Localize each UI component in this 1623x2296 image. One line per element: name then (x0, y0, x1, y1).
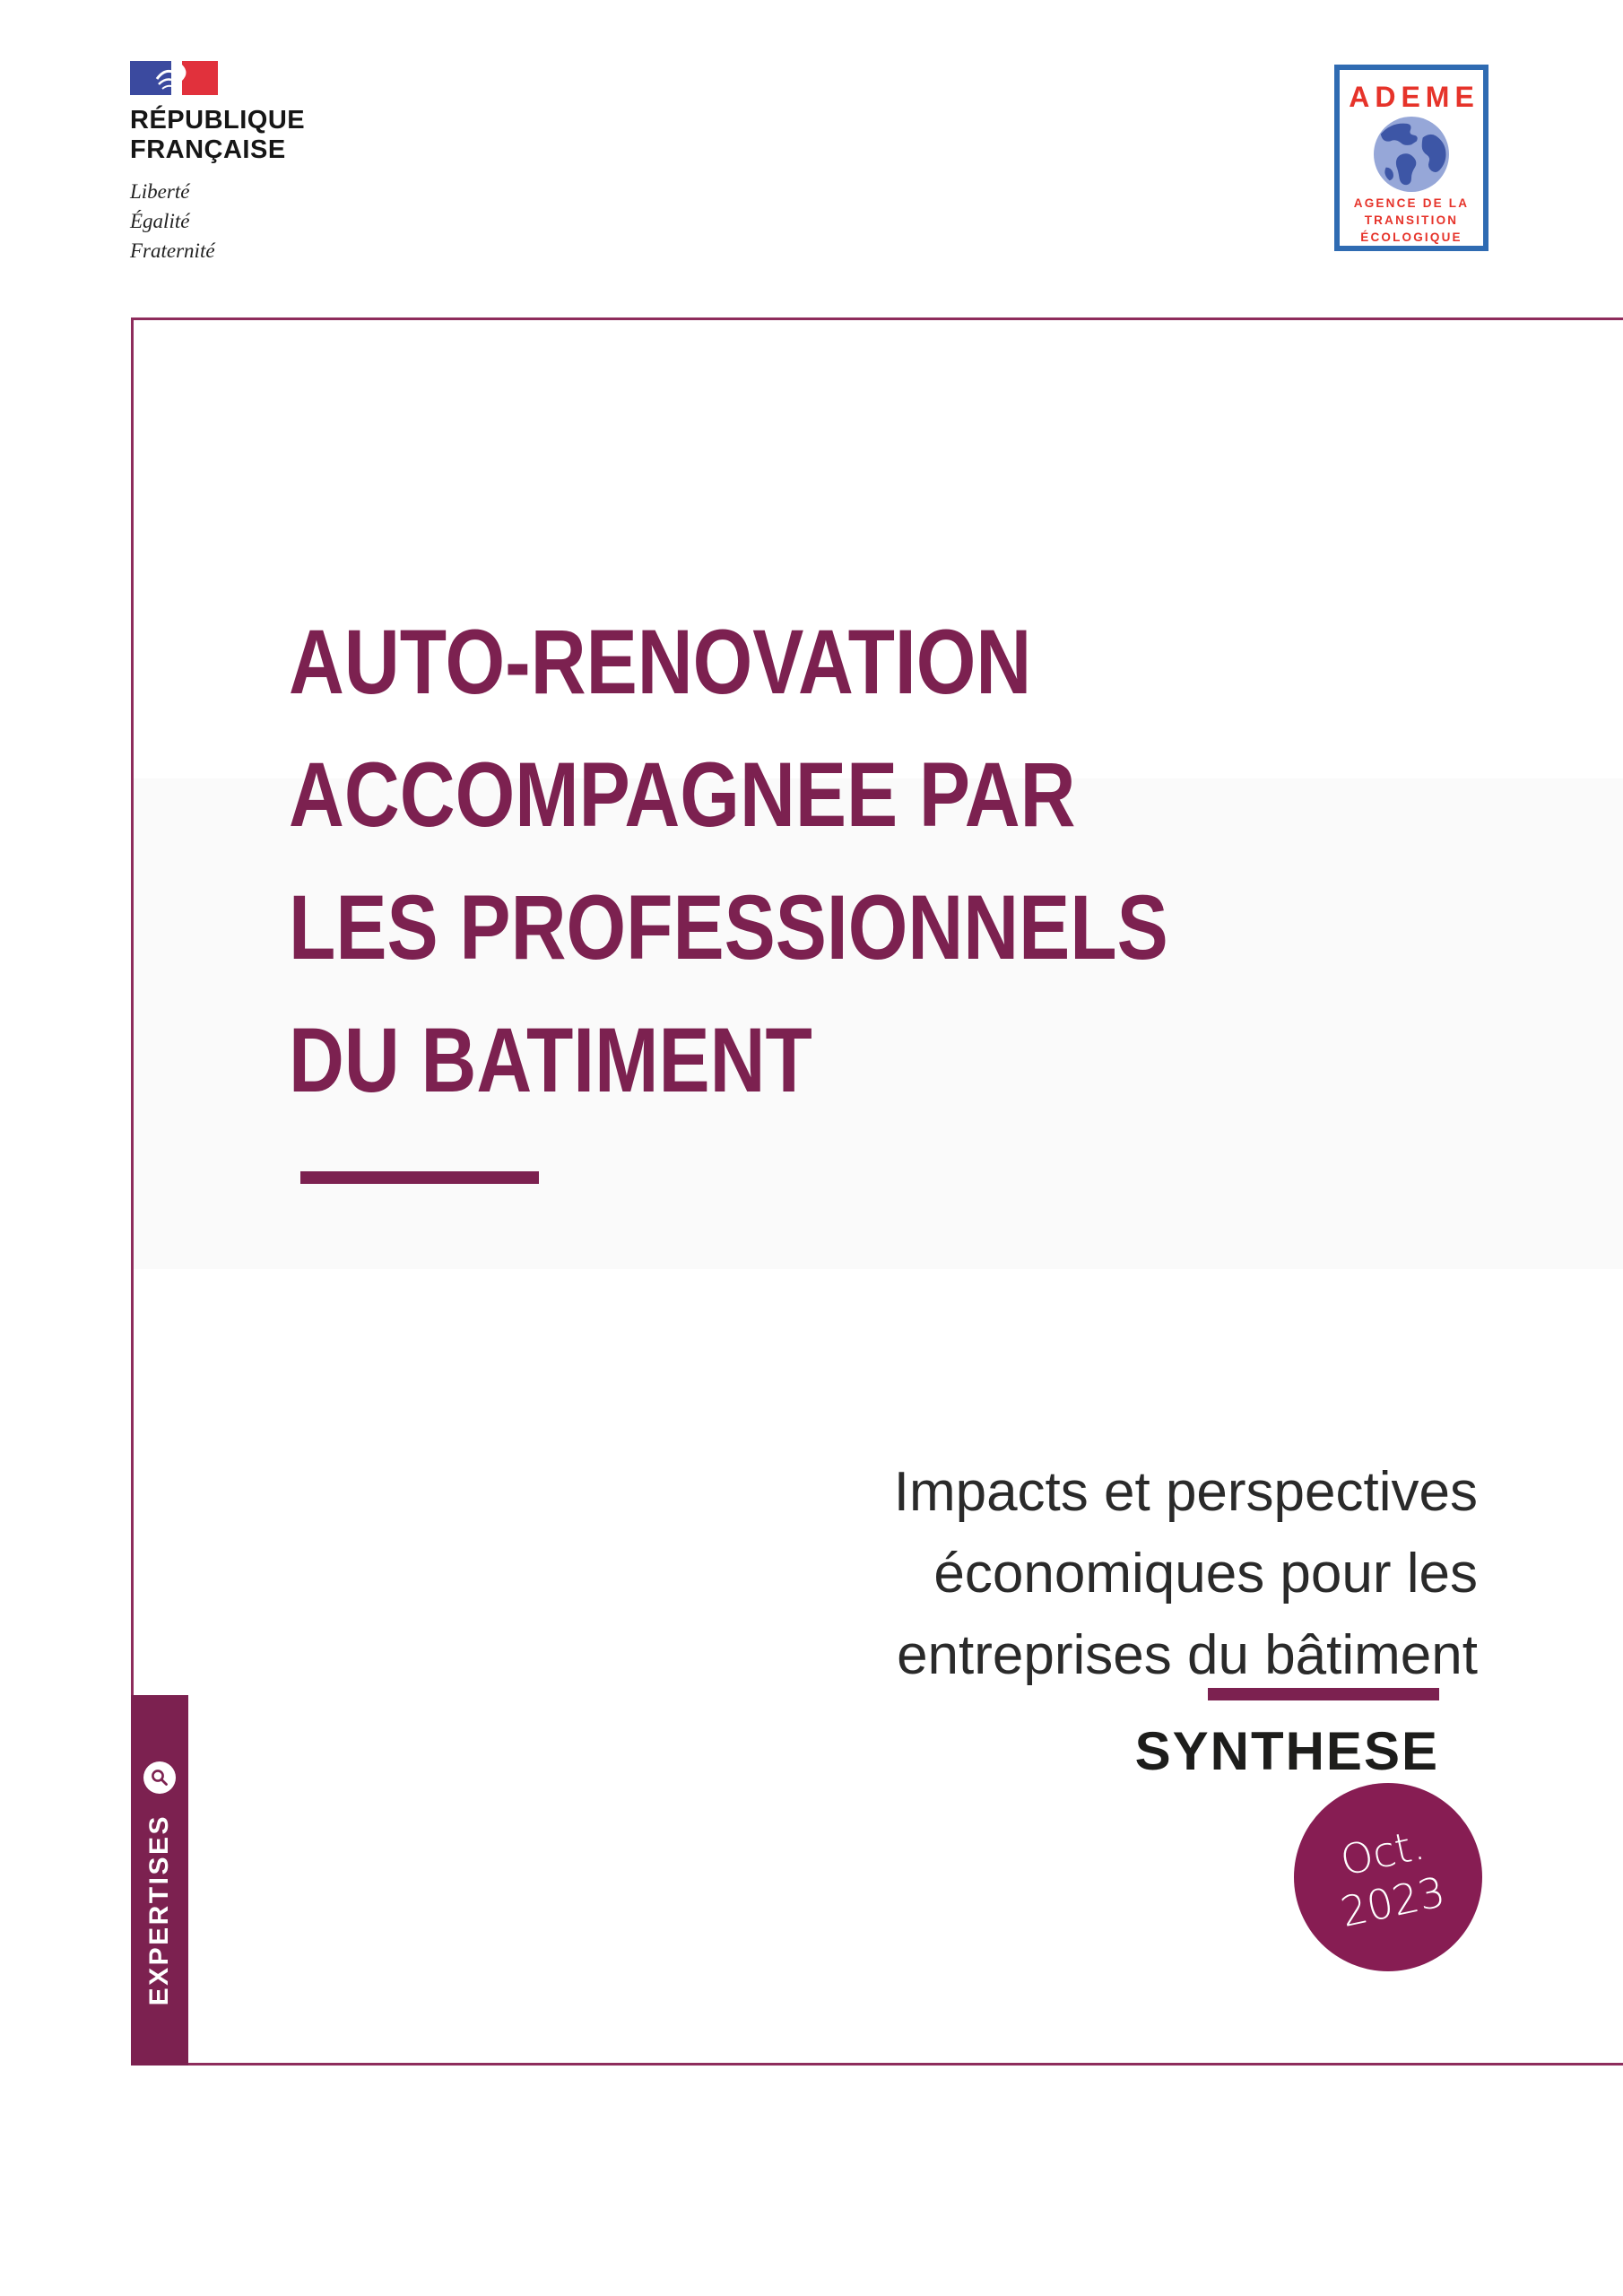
publication-date (1326, 1817, 1450, 1937)
collection-label: EXPERTISES (144, 1814, 174, 2006)
ademe-tagline-line: ÉCOLOGIQUE (1360, 230, 1462, 244)
ademe-logo (1334, 65, 1488, 251)
rf-name-line2: FRANÇAISE (130, 135, 286, 164)
republique-francaise-motto (130, 177, 399, 265)
title-line: ACCOMPAGNEE PAR (289, 744, 1076, 846)
subtitle-line: entreprises du bâtiment (897, 1624, 1478, 1686)
title-line: LES PROFESSIONNELS (289, 876, 1168, 978)
frame-border-top (131, 317, 1623, 320)
french-flag-icon (130, 61, 218, 95)
republique-francaise-logo (130, 61, 399, 265)
search-icon (150, 1768, 169, 1787)
ademe-brand-name: ADEME (1349, 81, 1480, 113)
publication-date-badge (1294, 1783, 1482, 1971)
globe-icon (1373, 117, 1450, 192)
ademe-tagline-line: AGENCE DE LA (1353, 196, 1470, 210)
doc-type-label: SYNTHESE (1134, 1721, 1439, 1781)
republique-francaise-name (130, 106, 399, 165)
title-underline (300, 1171, 539, 1184)
rf-name-line1: RÉPUBLIQUE (130, 106, 306, 135)
date-year: 2023 (1336, 1866, 1450, 1936)
page-title (289, 596, 1168, 1126)
collection-sidebar (131, 1695, 188, 2066)
motto-line: Égalité (130, 210, 190, 232)
title-line: DU BATIMENT (289, 1009, 812, 1111)
collection-label-wrap (131, 1814, 188, 2006)
ademe-tagline-line: TRANSITION (1364, 213, 1459, 227)
ademe-tagline (1354, 195, 1469, 246)
motto-line: Fraternité (130, 239, 215, 262)
doc-type-rule (1208, 1688, 1439, 1700)
title-line: AUTO-RENOVATION (289, 611, 1032, 713)
frame-border-bottom (131, 2063, 1623, 2066)
date-month: Oct. (1336, 1820, 1429, 1885)
subtitle-line: Impacts et perspectives (893, 1461, 1478, 1523)
subtitle-line: économiques pour les (933, 1543, 1478, 1605)
subtitle (894, 1451, 1478, 1696)
search-badge (143, 1761, 176, 1794)
motto-line: Liberté (130, 180, 190, 203)
